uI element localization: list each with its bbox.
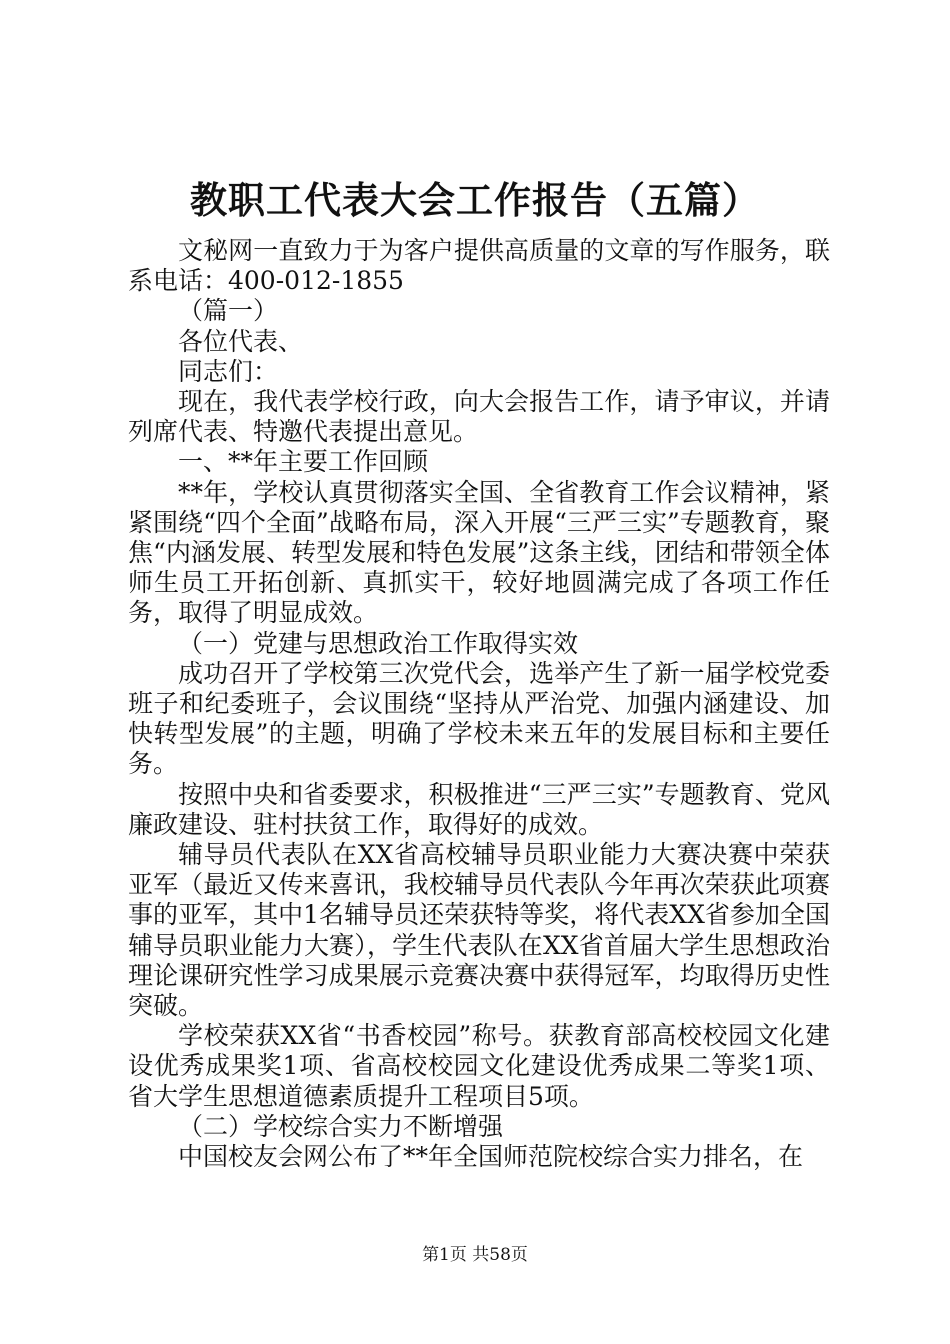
paragraph: 文秘网一直致力于为客户提供高质量的文章的写作服务，联系电话：400-012-1855 xyxy=(128,236,830,296)
paragraph: 辅导员代表队在XX省高校辅导员职业能力大赛决赛中荣获亚军（最近又传来喜讯，我校辅导员代表队今年再次荣获此项赛事的亚军，其中1名辅导员还荣获特等奖，将代表XX省参加全国辅导员职业能力大赛），学生代表队在XX省首届大学生思想政治理论课研究性学习成果展示竞赛决赛中获得冠军，均取得历史性突破。 xyxy=(128,840,830,1021)
paragraph: **年，学校认真贯彻落实全国、全省教育工作会议精神，紧紧围绕“四个全面”战略布局，深入开展“三严三实”专题教育，聚焦“内涵发展、转型发展和特色发展”这条主线，团结和带领全体师生员工开拓创新、真抓实干，较好地圆满完成了各项工作任务，取得了明显成效。 xyxy=(128,477,830,628)
paragraph: （篇一） xyxy=(178,296,279,326)
paragraph: 各位代表、 xyxy=(178,326,304,356)
paragraph: 中国校友会网公布了**年全国师范院校综合实力排名，在 xyxy=(178,1142,804,1172)
section-heading: 一、**年主要工作回顾 xyxy=(178,447,429,477)
document-body xyxy=(128,236,830,1172)
subsection-heading: （二）学校综合实力不断增强 xyxy=(178,1111,504,1141)
paragraph: 现在，我代表学校行政，向大会报告工作，请予审议，并请列席代表、特邀代表提出意见。 xyxy=(128,387,830,447)
subsection-heading: （一）党建与思想政治工作取得实效 xyxy=(178,628,579,658)
paragraph: 成功召开了学校第三次党代会，选举产生了新一届学校党委班子和纪委班子，会议围绕“坚持从严治党、加强内涵建设、加快转型发展”的主题，明确了学校未来五年的发展目标和主要任务。 xyxy=(128,658,830,779)
paragraph: 同志们： xyxy=(178,356,279,386)
page-footer: 第1页 共58页 xyxy=(422,1245,528,1265)
paragraph: 学校荣获XX省“书香校园”称号。获教育部高校校园文化建设优秀成果奖1项、省高校校园文化建设优秀成果二等奖1项、省大学生思想道德素质提升工程项目5项。 xyxy=(128,1021,830,1111)
document-title: 教职工代表大会工作报告（五篇） xyxy=(190,178,760,222)
paragraph: 按照中央和省委要求，积极推进“三严三实”专题教育、党风廉政建设、驻村扶贫工作，取得好的成效。 xyxy=(128,779,830,839)
